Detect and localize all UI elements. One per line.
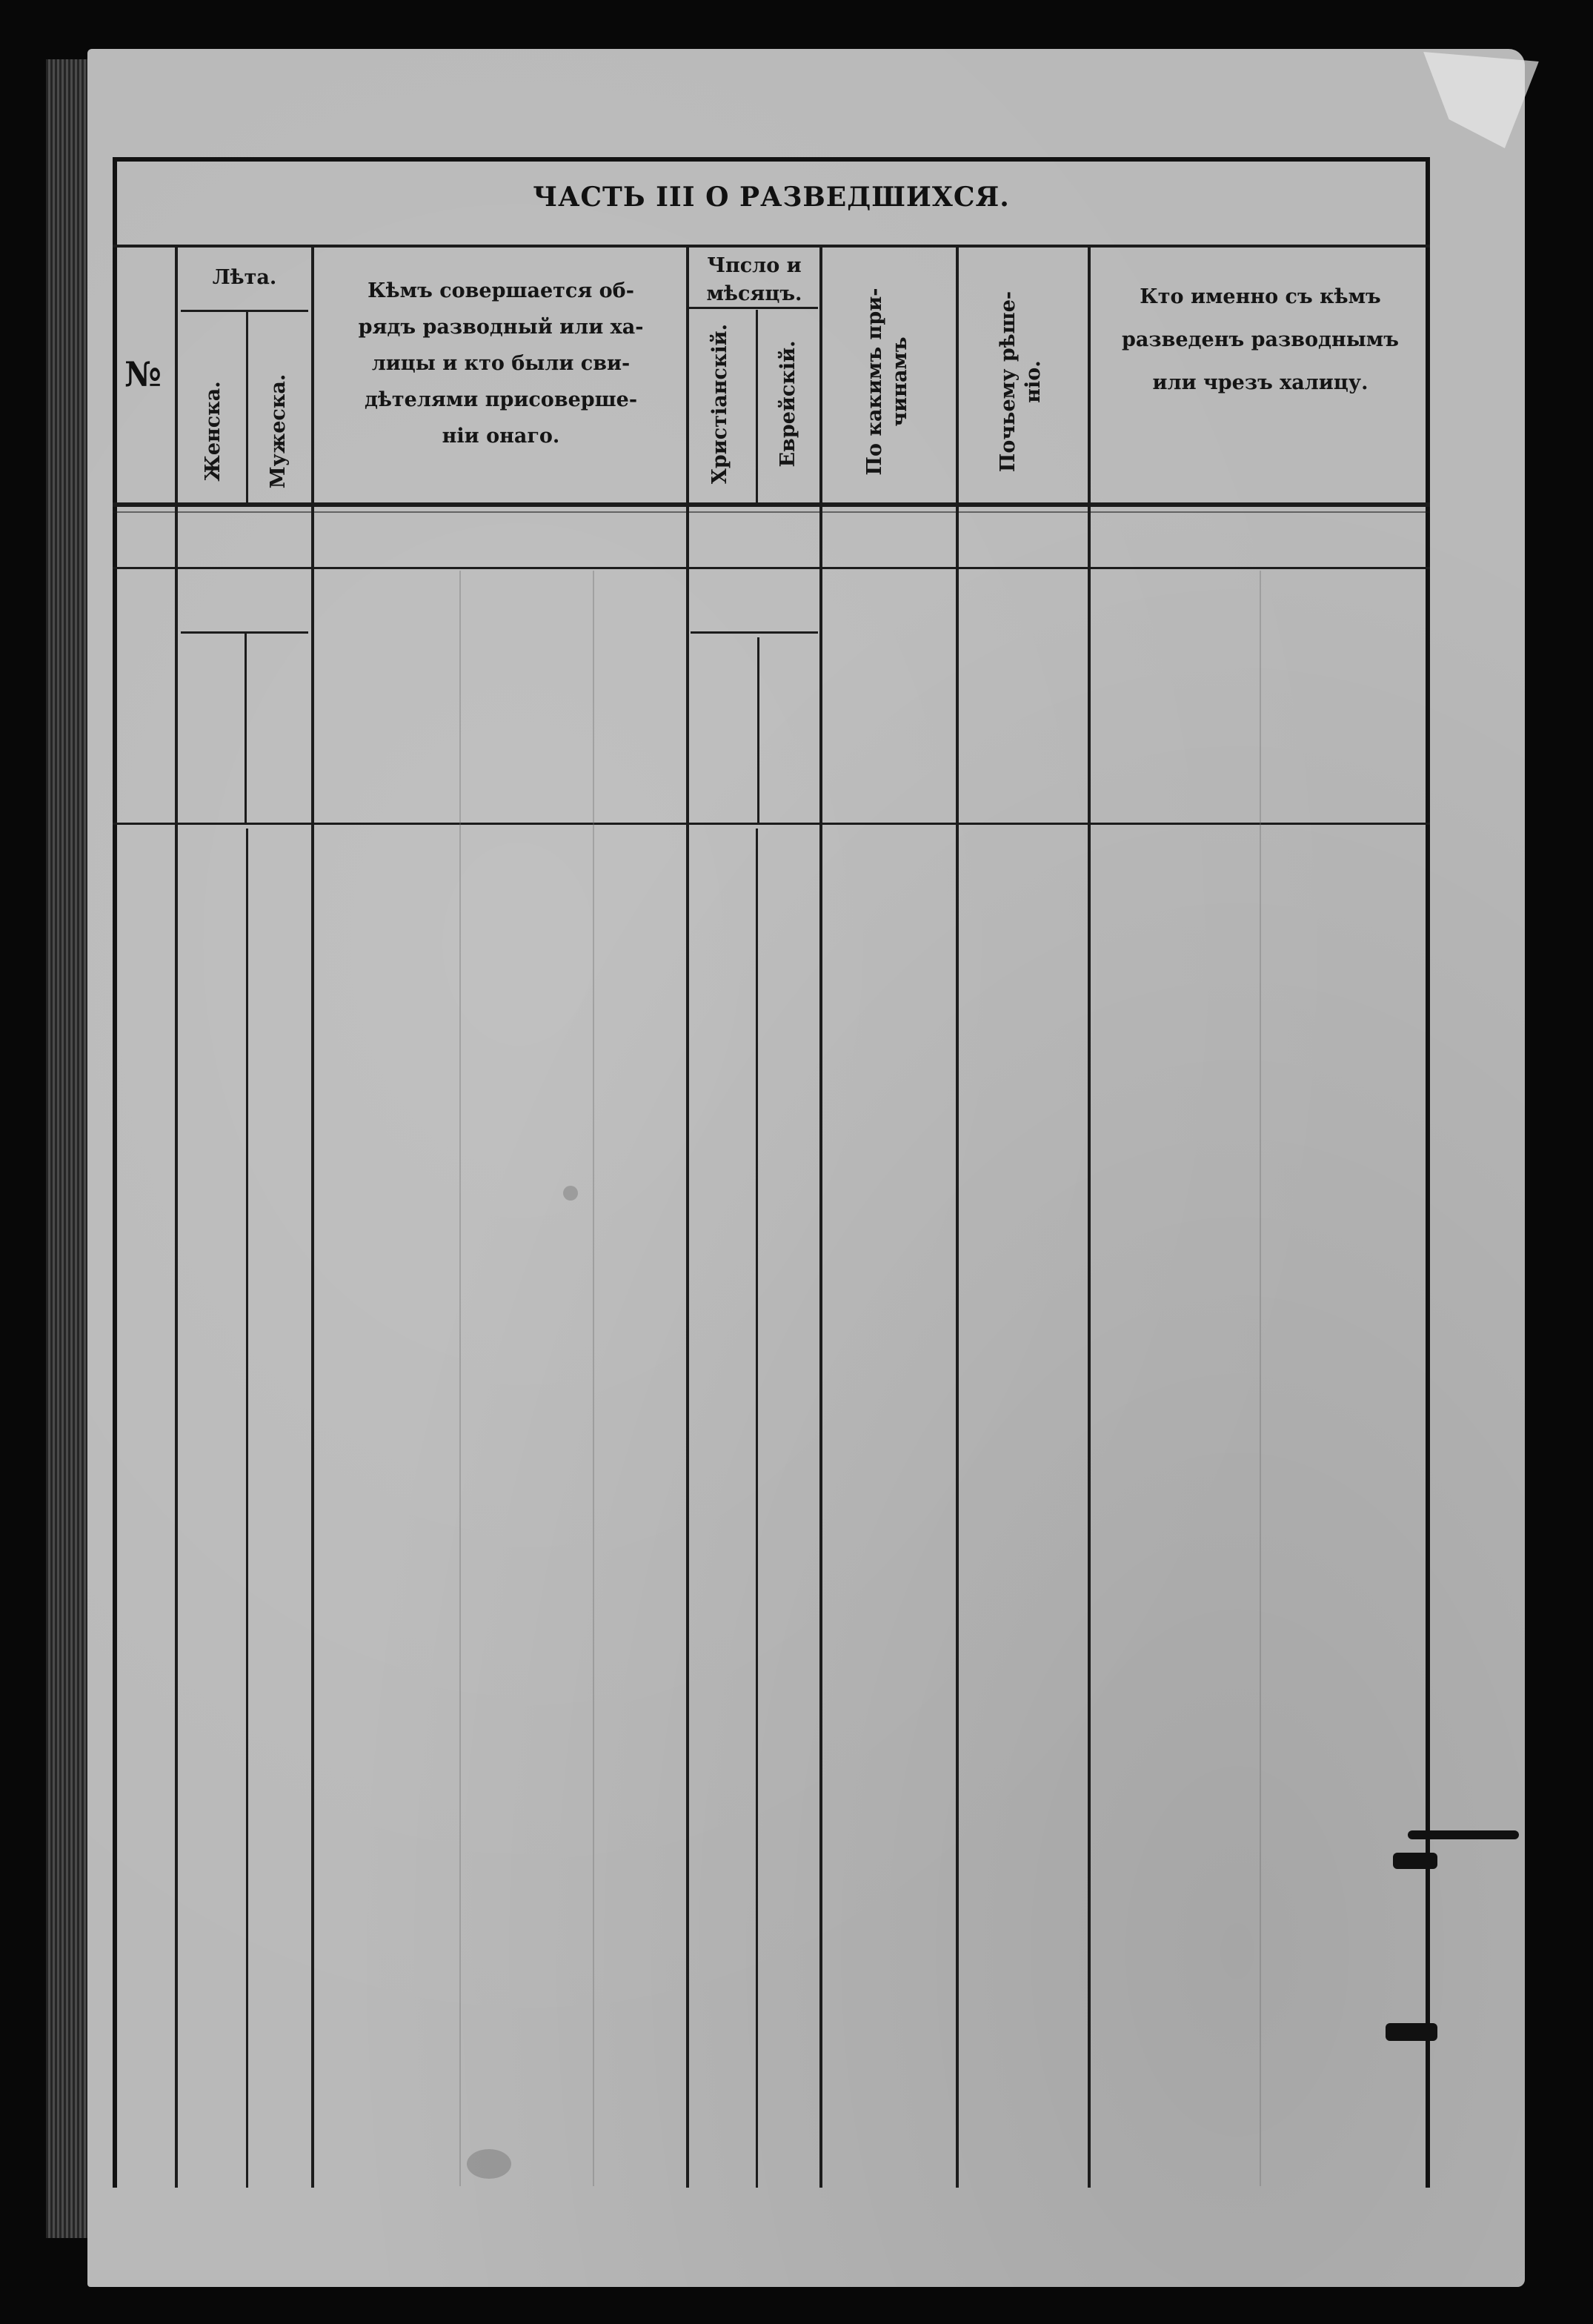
entry-date-subrule [691, 631, 818, 634]
who-header-line: разведенъ разводнымъ [1122, 328, 1399, 351]
entry-top-rule [113, 567, 1430, 569]
date-header [691, 252, 818, 308]
col-rule-number [175, 248, 178, 2188]
entry-separator-rule [113, 823, 1430, 825]
paper-stain [563, 1186, 578, 1201]
col-rule-decision [1088, 248, 1091, 2188]
christian-date-header: Христіанскій. [708, 323, 731, 485]
rite-header-line: ніи онаго. [442, 425, 560, 448]
title-rule [113, 245, 1430, 248]
date-header-line: мѣсяцъ. [706, 282, 802, 305]
rite-header-line: рядъ разводный или ха- [358, 316, 644, 339]
col-rule-date [819, 248, 822, 2188]
faint-ruling [1260, 571, 1261, 2186]
entry-rule-years-split [245, 631, 247, 823]
col-rule-years [311, 248, 314, 2188]
col-rule-years-split [246, 310, 248, 505]
binding-thread [1408, 1830, 1519, 1839]
date-header-line: Чпсло и [707, 254, 802, 277]
years-header: Лѣта. [212, 266, 277, 289]
col-rule-reasons [956, 248, 959, 2188]
who-header-line: или чрезъ халицу. [1152, 371, 1368, 394]
rite-by-whom-header [319, 273, 683, 454]
rite-header-line: дѣтелями присоверше- [364, 388, 638, 411]
reasons-header-line: чинамъ [888, 336, 911, 427]
years-subrule [181, 310, 308, 312]
page-title: ЧАСТЬ III О РАЗВЕДШИХСЯ. [533, 182, 1010, 213]
col-rule-date-split-lower [756, 829, 758, 2188]
header-bottom-rule [113, 502, 1430, 507]
wife-age-header: Женска. [202, 381, 225, 482]
decision-header [996, 291, 1046, 472]
paper-stain [467, 2149, 511, 2179]
jewish-date-header: Еврейскій. [776, 340, 799, 468]
who-with-whom-header [1094, 276, 1427, 405]
reasons-header [862, 288, 913, 476]
faint-ruling [593, 571, 594, 2186]
husband-age-header: Мужеска. [267, 374, 290, 489]
rite-header-line: лицы и кто были сви- [371, 352, 631, 375]
who-header-line: Кто именно съ кѣмъ [1140, 285, 1381, 308]
decision-header-line: ніо. [1022, 360, 1045, 403]
decision-header-line: Почьему рѣше- [997, 290, 1020, 473]
number-column-header: № [124, 354, 162, 394]
header-double-rule [113, 511, 1430, 513]
col-rule-date-split [756, 310, 758, 505]
register-table-frame [113, 157, 1430, 2188]
col-rule-years-split-lower [246, 829, 248, 2188]
reasons-header-line: По какимъ при- [863, 288, 886, 476]
faint-ruling [459, 571, 461, 2186]
binding-knot [1386, 2023, 1437, 2041]
binding-knot [1393, 1853, 1437, 1869]
rite-header-line: Кѣмъ совершается об- [368, 279, 634, 302]
entry-rule-date-split [757, 637, 759, 823]
col-rule-rite [686, 248, 689, 2188]
